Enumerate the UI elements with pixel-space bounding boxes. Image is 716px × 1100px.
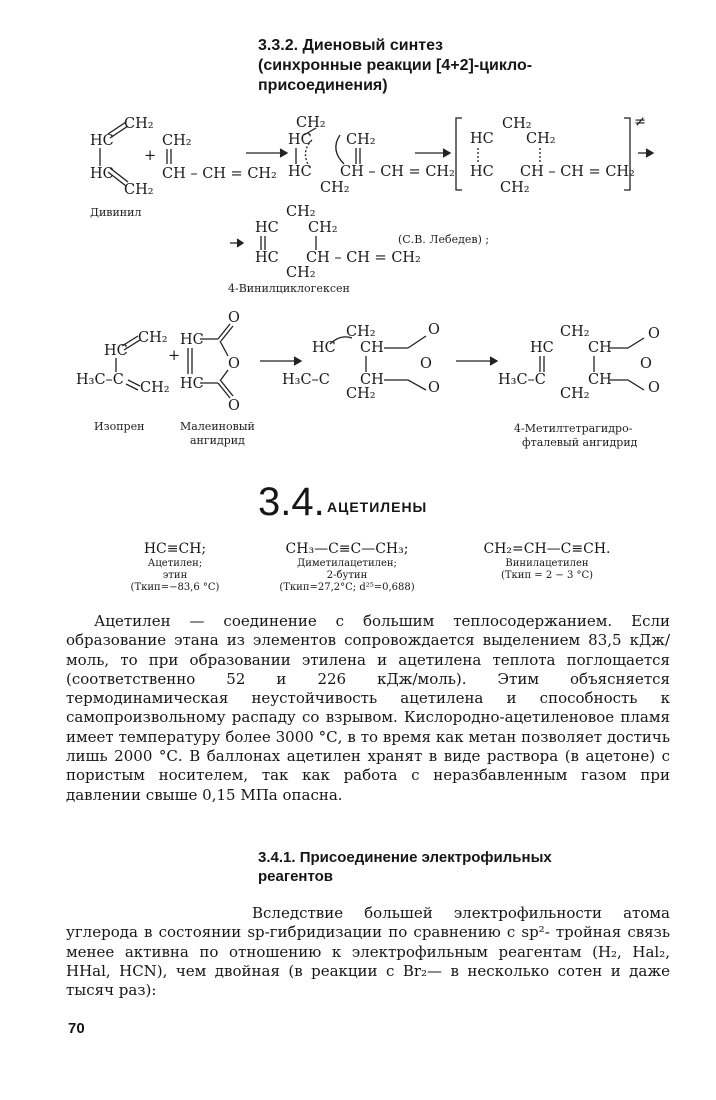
atom-label: CH₂ <box>308 220 338 236</box>
body-paragraph <box>66 612 670 805</box>
caption-product-1: 4-Метилтетрагидро- <box>514 422 633 435</box>
atom-label: O <box>228 356 240 372</box>
atom-label: CH <box>360 372 384 388</box>
atom-label: CH – CH = CH₂ <box>520 164 635 180</box>
formula: CH₃—C≡C—CH₃; <box>285 541 409 557</box>
atom-label: CH₂ <box>526 131 556 147</box>
atom-label: O <box>648 326 660 342</box>
compound-property: (Ткип=27,2°С; d²⁵=0,688) <box>279 582 415 593</box>
atom-label: O <box>228 310 240 326</box>
reaction-arrow <box>638 149 653 157</box>
lebedev-note: (С.В. Лебедев) ; <box>398 233 490 246</box>
intermediate-structure <box>288 115 455 196</box>
atom-label: H₃C–C <box>76 372 124 388</box>
atom-label: CH – CH = CH₂ <box>162 166 277 182</box>
reaction-arrow <box>456 357 497 365</box>
heading-line: присоединения) <box>258 77 388 94</box>
atom-label: CH₂ <box>286 265 316 281</box>
atom-label: CH₂ <box>124 116 154 132</box>
atom-label: O <box>228 398 240 414</box>
atom-label: HC <box>180 332 204 348</box>
atom-label: CH₂ <box>500 180 530 196</box>
section-number-34: 3.4. <box>258 480 325 524</box>
atom-label: CH₂ <box>560 324 590 340</box>
atom-label: CH₂ <box>162 133 192 149</box>
atom-label: CH <box>360 340 384 356</box>
atom-label: CH₂ <box>124 182 154 198</box>
atom-label: CH <box>588 340 612 356</box>
caption-maleic-1: Малеиновый <box>180 420 255 433</box>
caption-product-2: фталевый ангидрид <box>522 436 638 449</box>
atom-label: CH₂ <box>320 180 350 196</box>
reaction-arrow <box>246 149 287 157</box>
compound-property: (Ткип = 2 − 3 °С) <box>500 570 594 581</box>
heading-line: 3.3.2. Диеновый синтез <box>258 37 443 54</box>
atom-label: CH₂ <box>560 386 590 402</box>
formula: CH₂=CH—C≡CH. <box>483 541 611 557</box>
compound-name: Ацетилен; <box>147 558 203 569</box>
compound-name: Винилацетилен <box>505 558 589 569</box>
atom-label: HC <box>255 250 279 266</box>
paragraph-text: Ацетилен — соединение с большим теплосодержанием. Если образование этана из элементов сопровождается выделением 83,5 кДж/моль, то при образовании этилена и ацетилена теплота поглощается (соответственно 52 и 226 кДж/моль). Этим объясняется термодинамическая неустойчивость ацетилена и способность к самопроизвольному распаду со взрывом. Кислородно-ацетиленовое пламя имеет температуру более 3000 °С, в то время как метан позволяет достичь лишь 2000 °С. В баллонах ацетилен хранят в виде раствора (в ацетоне) с пористым носителем, так как работа с неразбавленным газом при давлении свыше 0,15 МПа опасна. <box>66 612 670 804</box>
atom-label: CH <box>588 372 612 388</box>
atom-label: O <box>648 380 660 396</box>
atom-label: O <box>640 356 652 372</box>
atom-label: CH₂ <box>286 204 316 220</box>
reaction-arrow <box>415 149 450 157</box>
compound-alt-name: этин <box>162 570 188 581</box>
atom-label: CH₂ <box>140 380 170 396</box>
caption-maleic-2: ангидрид <box>190 434 245 447</box>
atom-label: HC <box>288 164 312 180</box>
atom-label: H₃C–C <box>498 372 546 388</box>
acetylene-entry <box>262 540 432 594</box>
heading-line: 3.4.1. Присоединение электрофильных <box>258 849 552 866</box>
section-title-34: АЦЕТИЛЕНЫ <box>327 499 428 515</box>
methyltetrahydrophthalic-structure <box>498 324 660 402</box>
atom-label: HC <box>104 343 128 359</box>
reaction-schemes <box>0 0 716 470</box>
caption-vinylcyclohexene: 4-Винилциклогексен <box>228 282 350 295</box>
intermediate-structure-2 <box>282 322 440 402</box>
atom-label: HC <box>180 376 204 392</box>
reaction-arrow <box>230 239 243 247</box>
heading-line: реагентов <box>258 868 334 885</box>
plus-sign: + <box>144 148 157 164</box>
ts-mark: ≠ <box>634 114 647 130</box>
heading-line: (синхронные реакции [4+2]-цикло- <box>258 57 533 74</box>
formula: HC≡CH; <box>143 541 207 557</box>
acetylene-entry <box>100 540 250 594</box>
atom-label: CH – CH = CH₂ <box>306 250 421 266</box>
atom-label: HC <box>470 164 494 180</box>
atom-label: H₃C–C <box>282 372 330 388</box>
atom-label: O <box>428 322 440 338</box>
atom-label: HC <box>312 340 336 356</box>
atom-label: HC <box>530 340 554 356</box>
atom-label: HC <box>90 133 114 149</box>
atom-label: CH₂ <box>296 115 326 131</box>
atom-label: O <box>428 380 440 396</box>
atom-label: CH₂ <box>346 132 376 148</box>
plus-sign: + <box>168 348 181 364</box>
paragraph-text: Вследствие большей электрофильности атома углерода в состоянии sp-гибридизации по сравнению с sp²- тройная связь менее активна по отношению к электрофильным реагентам (H₂, Hal₂, HHal, HCN), чем двойная (в реакции с Br₂— в несколько сотен и даже тысяч раз): <box>66 904 670 1000</box>
atom-label: O <box>420 356 432 372</box>
body-paragraph <box>66 904 670 1000</box>
compound-alt-name: 2-бутин <box>326 570 368 581</box>
atom-label: HC <box>288 132 312 148</box>
acetylene-entry <box>462 540 632 582</box>
caption-divinyl: Дивинил <box>90 206 142 219</box>
vinylcyclohexene-structure <box>255 204 421 281</box>
compound-name: Диметилацетилен; <box>297 558 397 569</box>
caption-isoprene: Изопрен <box>94 420 145 433</box>
maleic-anhydride-structure <box>180 310 240 414</box>
atom-label: CH₂ <box>346 324 376 340</box>
atom-label: HC <box>90 166 114 182</box>
reaction-arrow <box>260 357 301 365</box>
isoprene-structure <box>76 330 170 396</box>
atom-label: HC <box>255 220 279 236</box>
section-heading-341 <box>258 848 552 886</box>
atom-label: CH – CH = CH₂ <box>340 164 455 180</box>
ethylene-component <box>162 133 277 182</box>
page-number: 70 <box>68 1020 85 1037</box>
compound-property: (Ткип=−83,6 °С) <box>130 582 220 593</box>
atom-label: CH₂ <box>346 386 376 402</box>
atom-label: CH₂ <box>138 330 168 346</box>
atom-label: HC <box>470 131 494 147</box>
transition-state <box>456 114 646 196</box>
atom-label: CH₂ <box>502 116 532 132</box>
